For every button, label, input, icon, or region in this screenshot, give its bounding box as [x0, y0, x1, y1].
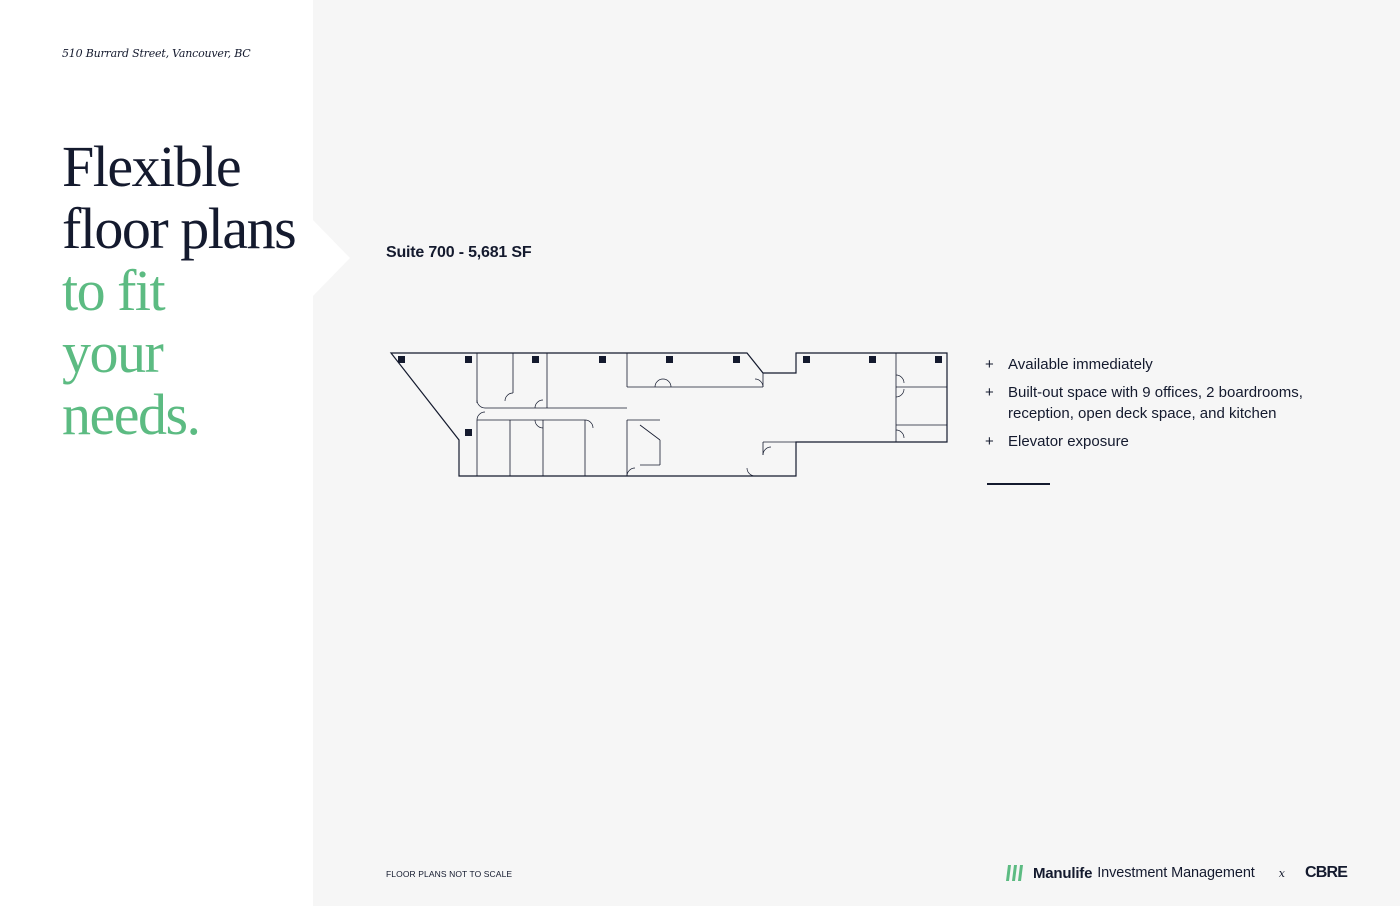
floor-plan-walls: [477, 353, 947, 476]
headline-line-4: your: [62, 320, 163, 385]
panel-notch-arrow: [313, 220, 350, 296]
floor-plan-doors: [477, 375, 904, 476]
headline-line-1: Flexible: [62, 134, 241, 199]
floor-plan-outline: [391, 353, 947, 476]
plus-icon: +: [985, 433, 994, 450]
feature-item: [985, 354, 1345, 375]
scale-disclaimer: FLOOR PLANS NOT TO SCALE: [386, 869, 513, 879]
brand-lockup: [1006, 862, 1347, 884]
brand-name: Manulife: [1033, 864, 1093, 882]
feature-list: [985, 354, 1345, 459]
brand-separator: x: [1278, 866, 1285, 880]
property-address: 510 Burrard Street, Vancouver, BC: [62, 47, 251, 60]
feature-text: Available immediately: [1008, 356, 1153, 373]
feature-text: Elevator exposure: [1008, 433, 1129, 450]
feature-item: [985, 382, 1345, 424]
brand-subtitle: Investment Management: [1097, 865, 1255, 881]
floor-plan-columns: [398, 356, 942, 436]
floor-plan-drawing: [385, 345, 955, 485]
plus-icon: +: [985, 356, 994, 373]
feature-item: [985, 431, 1345, 452]
headline-line-5: needs.: [62, 382, 200, 447]
suite-title: Suite 700 - 5,681 SF: [386, 244, 532, 261]
headline-line-2: floor plans: [62, 196, 296, 261]
manulife-logo-icon: [1006, 865, 1024, 881]
cbre-logo: CBRE: [1304, 864, 1348, 881]
feature-text: Built-out space with 9 offices, 2 boardrooms, reception, open deck space, and kitchen: [1008, 384, 1303, 422]
headline-line-3: to fit: [62, 258, 165, 323]
page-headline: [62, 136, 295, 446]
plus-icon: +: [985, 384, 994, 401]
feature-divider: [987, 483, 1050, 485]
